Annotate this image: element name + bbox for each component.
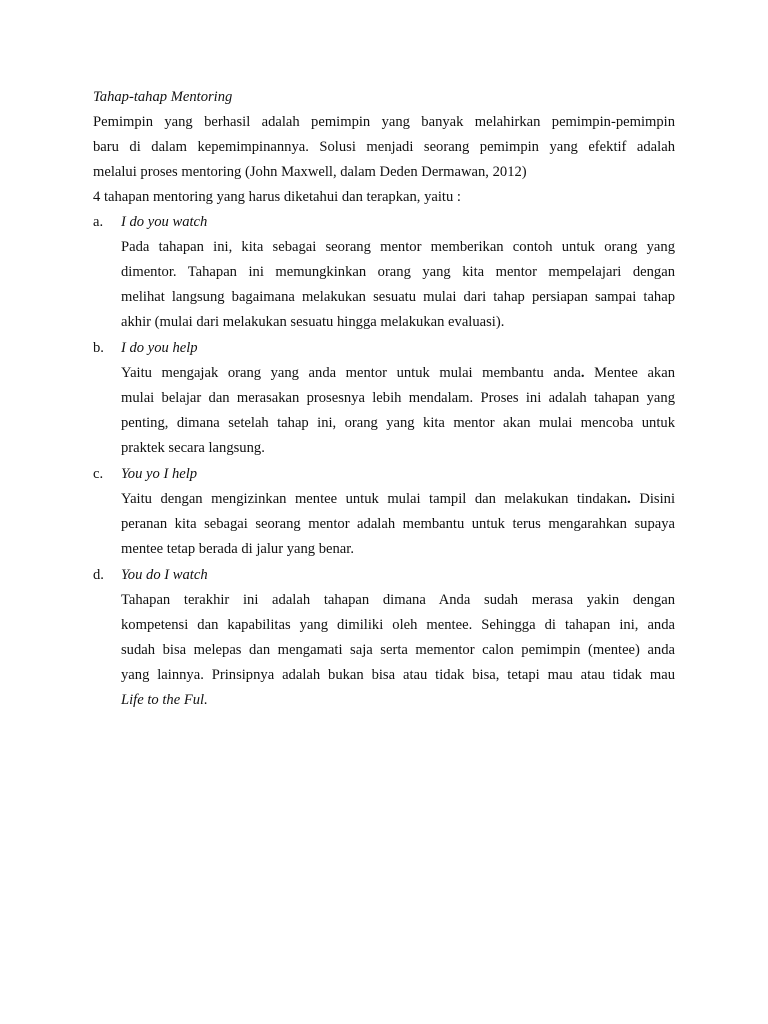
stage-c-line-3: mentee tetap berada di jalur yang benar.: [121, 541, 354, 557]
stage-b-line-2: mulai belajar dan merasakan prosesnya lebih mendalam. Proses ini adalah tahapan yang: [121, 390, 675, 406]
stage-d-line-4: yang lainnya. Prinsipnya adalah bukan bisa atau tidak bisa, tetapi mau atau tidak mau: [121, 667, 675, 683]
stage-d-heading: You do I watch: [121, 567, 208, 583]
stage-b-line-1-rest: Mentee akan: [584, 365, 676, 381]
document-title: Tahap-tahap Mentoring: [93, 89, 233, 105]
lead-text: 4 tahapan mentoring yang harus diketahui dan terapkan, yaitu :: [93, 189, 461, 205]
stage-b-marker: b.: [93, 340, 104, 356]
stage-c-line-1-dot: .: [627, 491, 631, 507]
stage-c-line-1: [121, 490, 675, 508]
intro-line-3: melalui proses mentoring (John Maxwell, dalam Deden Dermawan, 2012): [93, 164, 527, 180]
stage-d-closing: Life to the Ful.: [121, 692, 208, 708]
stage-d-line-1: Tahapan terakhir ini adalah tahapan dimana Anda sudah merasa yakin dengan: [121, 592, 675, 608]
stage-d-marker: d.: [93, 567, 104, 583]
intro-line-1: Pemimpin yang berhasil adalah pemimpin yang banyak melahirkan pemimpin-pemimpin: [93, 114, 675, 130]
stage-a-line-3: melihat langsung bagaimana melakukan sesuatu mulai dari tahap persiapan sampai tahap: [121, 289, 675, 305]
stage-b-heading: I do you help: [121, 340, 198, 356]
intro-line-2: baru di dalam kepemimpinannya. Solusi menjadi seorang pemimpin yang efektif adalah: [93, 139, 675, 155]
stage-b-line-1-dot: .: [580, 365, 585, 381]
stage-a-marker: a.: [93, 214, 104, 230]
stage-b-line-4: praktek secara langsung.: [121, 440, 265, 456]
stage-b-line-1-text: Yaitu mengajak orang yang anda mentor untuk mulai membantu anda: [121, 365, 581, 381]
stage-b-line-3: penting, dimana setelah tahap ini, orang yang kita mentor akan mulai mencoba untuk: [121, 415, 675, 431]
stage-c-line-1-rest: Disini: [630, 491, 675, 507]
stage-c-line-2: peranan kita sebagai seorang mentor adalah membantu untuk terus mengarahkan supaya: [121, 516, 675, 532]
stage-c-marker: c.: [93, 466, 104, 482]
stage-a-line-1: Pada tahapan ini, kita sebagai seorang mentor memberikan contoh untuk orang yang: [121, 239, 675, 255]
stage-d-line-2: kompetensi dan kapabilitas yang dimiliki oleh mentee. Sehingga di tahapan ini, anda: [121, 617, 675, 633]
stage-c-line-1-text: Yaitu dengan mengizinkan mentee untuk mulai tampil dan melakukan tindakan: [121, 491, 628, 507]
stage-b-line-1: [121, 364, 675, 382]
stage-c-heading: You yo I help: [121, 466, 198, 482]
stage-a-line-4: akhir (mulai dari melakukan sesuatu hingga melakukan evaluasi).: [121, 314, 505, 330]
stage-a-line-2: dimentor. Tahapan ini memungkinkan orang yang kita mentor mempelajari dengan: [121, 264, 675, 280]
stage-d-line-3: sudah bisa melepas dan mengamati saja serta mementor calon pemimpin (mentee) anda: [121, 642, 675, 658]
stage-a-heading: I do you watch: [121, 214, 208, 230]
